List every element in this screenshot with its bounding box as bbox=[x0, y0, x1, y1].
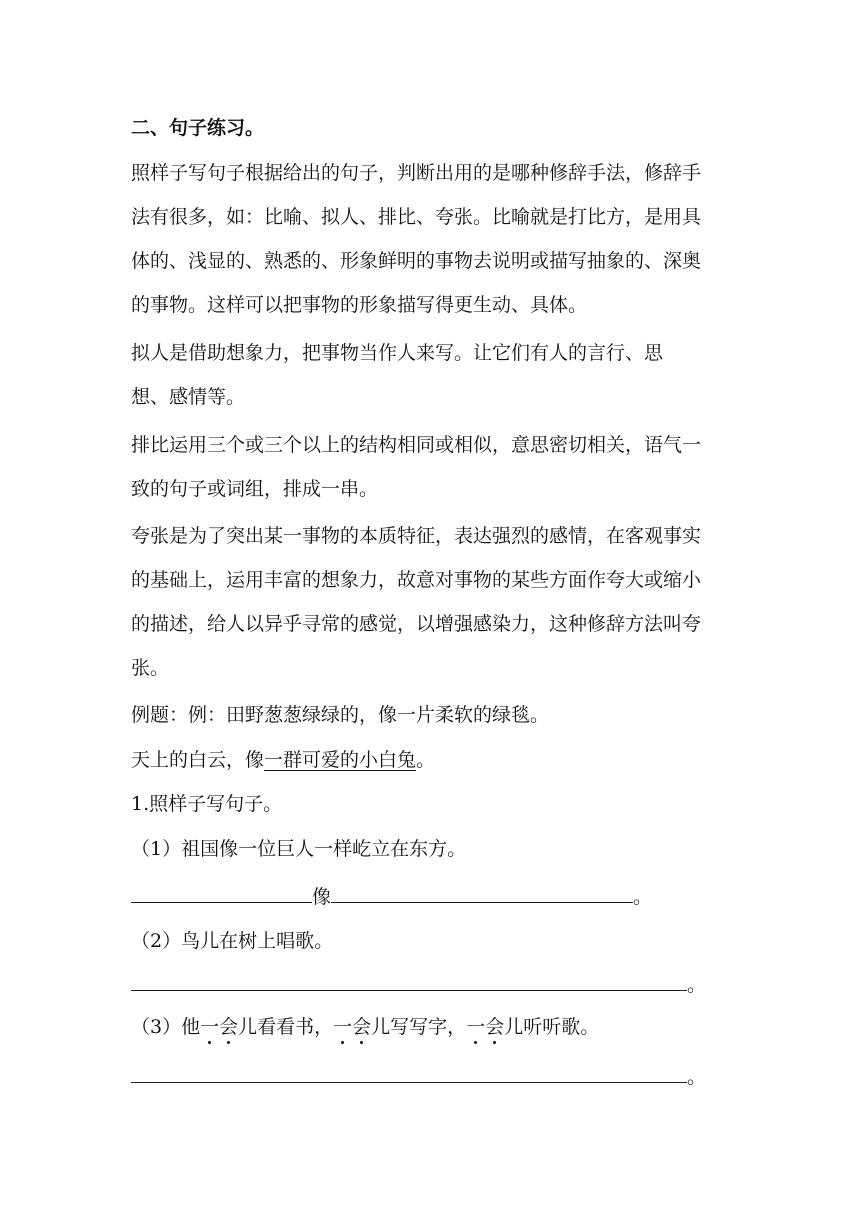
emphasis-char: 会 bbox=[485, 1016, 505, 1038]
emphasis-char: 一 bbox=[466, 1016, 486, 1038]
paragraph-line: 的基础上，运用丰富的想象力，故意对事物的某些方面作夸大或缩小 bbox=[131, 569, 702, 591]
answer-end-mark: 。 bbox=[633, 886, 653, 908]
example-suffix: 。 bbox=[416, 749, 436, 771]
exercise-title: 1.照样子写句子。 bbox=[131, 793, 283, 815]
emphasis-char: 一 bbox=[200, 1016, 220, 1038]
prompt-text: 儿看看书， bbox=[238, 1016, 334, 1038]
answer-end-mark: 。 bbox=[687, 974, 707, 996]
answer-blank[interactable] bbox=[131, 970, 687, 991]
emphasis-char: 一 bbox=[333, 1016, 353, 1038]
emphasis-char: 会 bbox=[219, 1016, 239, 1038]
example-intro: 例题：例：田野葱葱绿绿的，像一片柔软的绿毯。 bbox=[131, 704, 550, 726]
prompt-text: 儿听听歌。 bbox=[504, 1016, 600, 1038]
example-prefix: 天上的白云，像 bbox=[131, 749, 265, 771]
answer-line-3 bbox=[131, 1062, 731, 1090]
prompt-text: 儿写写字， bbox=[371, 1016, 467, 1038]
section-heading: 二、句子练习。 bbox=[131, 117, 265, 139]
exercise-prompt-2: （2）鸟儿在树上唱歌。 bbox=[131, 930, 334, 952]
answer-connector: 像 bbox=[312, 886, 332, 908]
exercise-prompt-1: （1）祖国像一位巨人一样屹立在东方。 bbox=[131, 838, 467, 860]
emphasis-char: 会 bbox=[352, 1016, 372, 1038]
paragraph-line: 夸张是为了突出某一事物的本质特征，表达强烈的感情，在客观事实 bbox=[131, 525, 702, 547]
paragraph-line: 致的句子或词组，排成一串。 bbox=[131, 478, 379, 500]
answer-blank[interactable] bbox=[131, 1062, 687, 1083]
paragraph-line: 的事物。这样可以把事物的形象描写得更生动、具体。 bbox=[131, 294, 588, 316]
answer-blank[interactable] bbox=[131, 882, 312, 903]
exercise-prompt-3 bbox=[131, 1014, 731, 1040]
answer-end-mark: 。 bbox=[687, 1066, 707, 1088]
example-underlined-phrase: 一群可爱的小白兔 bbox=[264, 749, 417, 771]
paragraph-line: 排比运用三个或三个以上的结构相同或相似，意思密切相关，语气一 bbox=[131, 434, 702, 456]
paragraph-line: 照样子写句子根据给出的句子，判断出用的是哪种修辞手法，修辞手 bbox=[131, 162, 702, 184]
answer-line-1 bbox=[131, 882, 731, 910]
paragraph-line: 张。 bbox=[131, 657, 170, 679]
paragraph-line: 体的、浅显的、熟悉的、形象鲜明的事物去说明或描写抽象的、深奥 bbox=[131, 250, 702, 272]
answer-line-2 bbox=[131, 970, 731, 998]
example-sentence bbox=[131, 747, 731, 773]
paragraph-line: 的描述，给人以异乎寻常的感觉，以增强感染力，这种修辞方法叫夸 bbox=[131, 613, 702, 635]
paragraph-line: 想、感情等。 bbox=[131, 386, 246, 408]
paragraph-line: 拟人是借助想象力，把事物当作人来写。让它们有人的言行、思 bbox=[131, 342, 664, 364]
answer-blank[interactable] bbox=[331, 882, 633, 903]
prompt-text: （3）他 bbox=[131, 1016, 201, 1038]
paragraph-line: 法有很多，如：比喻、拟人、排比、夸张。比喻就是打比方，是用具 bbox=[131, 206, 702, 228]
